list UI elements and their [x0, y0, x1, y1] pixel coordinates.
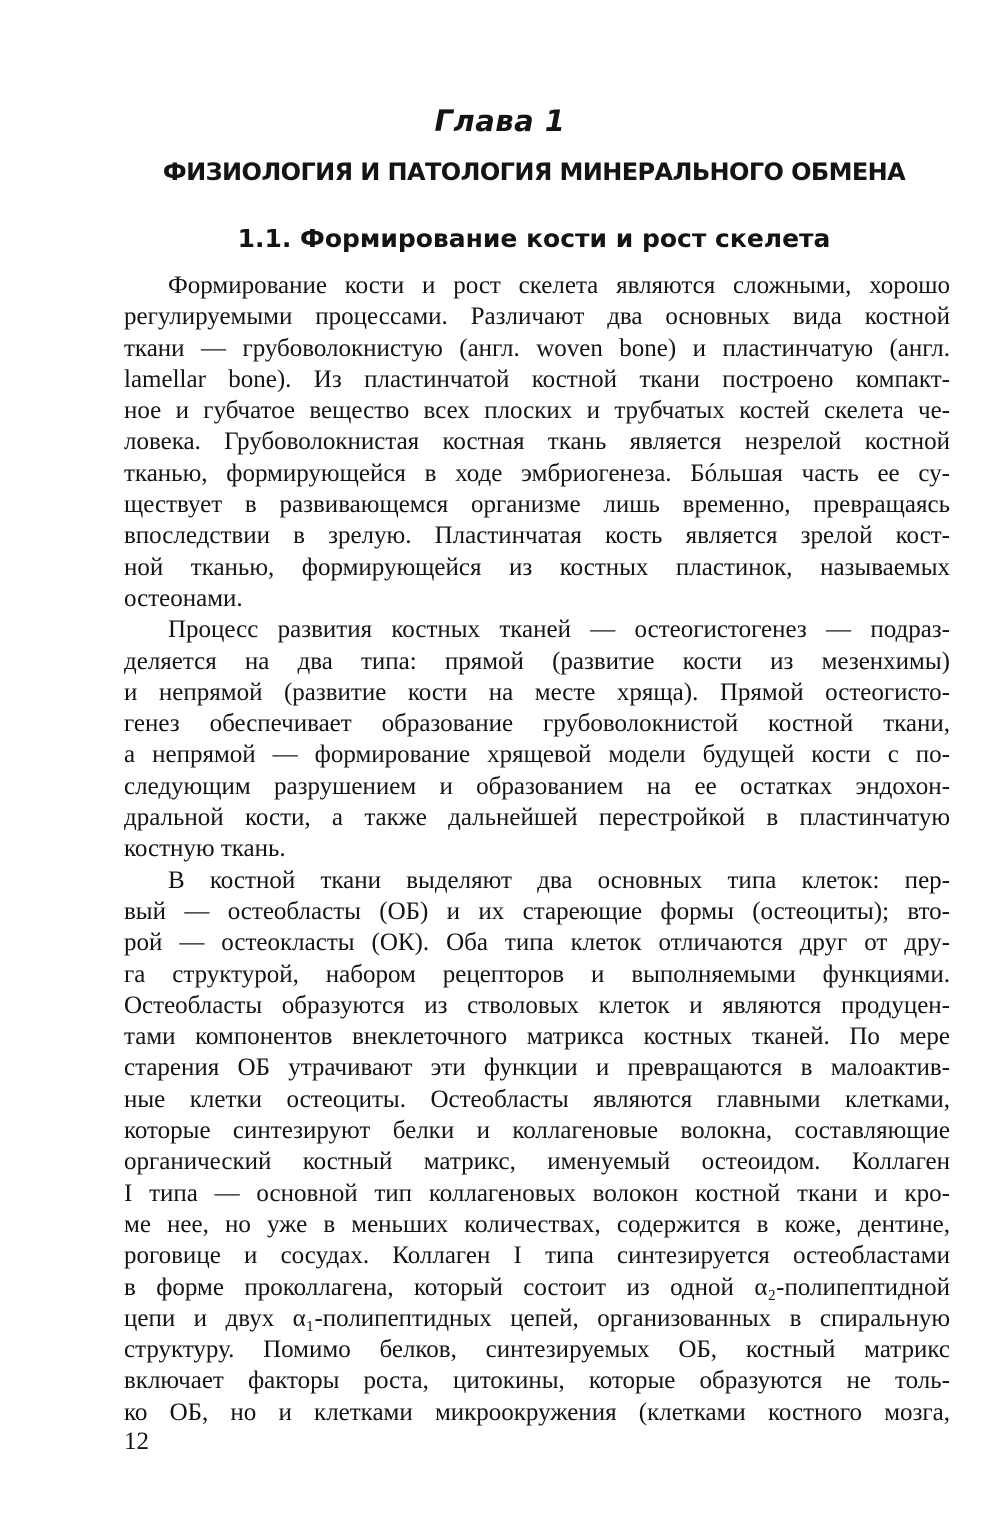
- text-line: структуру. Помимо белков, синтезируемых ОБ, костный матрикс: [124, 1336, 950, 1364]
- text-line: ме нее, но уже в меньших количествах, содержится в коже, дентине,: [124, 1210, 950, 1238]
- text-line: следующим разрушением и образованием на ее остатках эндохон-: [124, 772, 950, 800]
- text-line: впоследствии в зрелую. Пластинчатая кость является зрелой кост-: [124, 522, 950, 550]
- text-line: ткани — грубоволокнистую (англ. woven bone) и пластинчатую (англ.: [124, 334, 950, 362]
- paragraph-1: [124, 270, 950, 614]
- text-line: ной тканью, формирующейся из костных пластинок, называемых: [124, 553, 950, 581]
- text-line: роговице и сосудах. Коллаген I типа синтезируется остеобластами: [124, 1242, 950, 1270]
- text-line: включает факторы роста, цитокины, которые образуются не толь-: [124, 1367, 950, 1395]
- text-line: дральной кости, а также дальнейшей перестройкой в пластинчатую: [124, 804, 950, 832]
- text-line: генез обеспечивает образование грубоволокнистой костной ткани,: [124, 710, 950, 738]
- text-line: тканью, формирующейся в ходе эмбриогенеза. Бóльшая часть ее су-: [124, 459, 950, 487]
- text-line: которые синтезируют белки и коллагеновые волокна, составляющие: [124, 1117, 950, 1145]
- text-line: остеонами.: [124, 584, 243, 612]
- text-line: старения ОБ утрачивают эти функции и превращаются в малоактив-: [124, 1054, 950, 1082]
- chapter-label: Глава 1: [434, 104, 566, 138]
- text-line: тами компонентов внеклеточного матрикса костных тканей. По мере: [124, 1023, 950, 1051]
- chapter-title: ФИЗИОЛОГИЯ И ПАТОЛОГИЯ МИНЕРАЛЬНОГО ОБМЕНА: [162, 158, 906, 186]
- text-line: Процесс развития костных тканей — остеогистогенез — подраз-: [168, 616, 950, 644]
- text-line: ловека. Грубоволокнистая костная ткань является незрелой костной: [124, 428, 950, 456]
- text-line: в форме проколлагена, который состоит из одной α₂-полипептидной: [124, 1273, 950, 1301]
- text-line: Формирование кости и рост скелета являются сложными, хорошо: [168, 272, 950, 299]
- text-line: Остеобласты образуются из стволовых клеток и являются продуцен-: [124, 991, 950, 1019]
- text-line: регулируемыми процессами. Различают два основных вида костной: [124, 303, 950, 331]
- body-text: [124, 270, 950, 1428]
- text-line: ко ОБ, но и клетками микроокружения (клетками костного мозга,: [124, 1398, 950, 1426]
- text-line: костную ткань.: [124, 835, 286, 863]
- text-line: органический костный матрикс, именуемый остеоидом. Коллаген: [124, 1148, 950, 1176]
- text-line: вый — остеобласты (ОБ) и их стареющие формы (остеоциты); вто-: [124, 897, 950, 925]
- paragraph-3: [124, 865, 950, 1428]
- paragraph-2: [124, 614, 950, 864]
- text-line: рой — остеокласты (ОК). Оба типа клеток отличаются друг от дру-: [124, 929, 950, 957]
- text-line: га структурой, набором рецепторов и выполняемыми функциями.: [124, 960, 950, 988]
- text-line: ное и губчатое вещество всех плоских и трубчатых костей скелета че-: [124, 397, 950, 425]
- section-title: 1.1. Формирование кости и рост скелета: [237, 224, 831, 253]
- text-line: ществует в развивающемся организме лишь временно, превращаясь: [124, 491, 950, 519]
- text-line: деляется на два типа: прямой (развитие кости из мезенхимы): [124, 647, 950, 675]
- text-line: lamellar bone). Из пластинчатой костной ткани построено компакт-: [124, 365, 950, 393]
- text-line: и непрямой (развитие кости на месте хряща). Прямой остеогисто-: [124, 678, 950, 706]
- text-line: цепи и двух α₁-полипептидных цепей, организованных в спиральную: [124, 1304, 950, 1332]
- text-line: ные клетки остеоциты. Остеобласты являются главными клетками,: [124, 1085, 950, 1113]
- text-line: В костной ткани выделяют два основных типа клеток: пер-: [168, 866, 950, 894]
- text-line: а непрямой — формирование хрящевой модели будущей кости с по-: [124, 741, 950, 769]
- page-number: 12: [124, 1428, 149, 1455]
- text-line: I типа — основной тип коллагеновых волокон костной ткани и кро-: [124, 1179, 950, 1207]
